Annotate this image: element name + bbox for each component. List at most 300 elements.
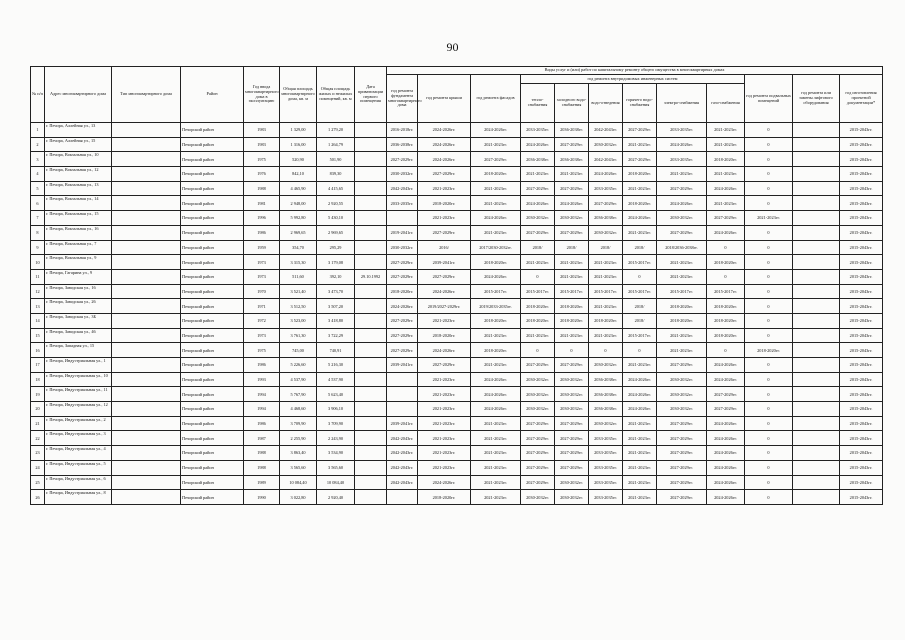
cell-privatization-date (355, 313, 387, 328)
cell-basement-year: 0 (745, 196, 793, 211)
cell-basement-year: 0 (745, 358, 793, 373)
cell-roof-year: 2039-2041гг. (418, 255, 471, 270)
cell-elevator-year (793, 255, 840, 270)
cell-total-area: 2 969,65 (280, 225, 317, 240)
cell-foundation-year: 2030-2032гг. (387, 167, 418, 182)
row-number: 22 (31, 431, 45, 446)
cell-heat-year: 2030-2032гг. (521, 211, 555, 226)
cell-gas-year: 2024-2026гг. (707, 358, 745, 373)
cell-electricity-year: 2024-2026гг. (657, 196, 707, 211)
header-services-group: Виды услуг и (или) работ по капитальному ремонту общего имущества в многоквартирных домах (387, 67, 883, 75)
cell-facade-year: 2021-2023гг. (471, 181, 521, 196)
cell-drainage-year: 2018-2020гг. (589, 313, 623, 328)
cell-hot-water-year: 2018-2020гг. (623, 167, 657, 182)
row-number: 23 (31, 446, 45, 461)
cell-hot-water-year: 2024-2026гг. (623, 372, 657, 387)
cell-foundation-year (387, 490, 418, 505)
cell-total-area: 4 468,60 (280, 402, 317, 417)
cell-year-built: 1976 (244, 167, 280, 182)
cell-basement-year: 0 (745, 299, 793, 314)
cell-type (112, 402, 181, 417)
cell-cold-water-year: 2021-2023гг. (555, 269, 589, 284)
cell-living-area: 5 430,10 (317, 211, 355, 226)
cell-basement-year: 2021-2023гг. (745, 211, 793, 226)
cell-foundation-year (387, 387, 418, 402)
cell-heat-year: 2027-2029гг. (521, 181, 555, 196)
cell-heat-year: 2027-2029гг. (521, 358, 555, 373)
cell-type (112, 181, 181, 196)
cell-facade-year: 2024-2026гг. (471, 372, 521, 387)
cell-address: г. Печора, Индустриальная ул., 6 (45, 475, 112, 490)
cell-living-area: 3 534,90 (317, 446, 355, 461)
header-elevator: год ремонта или замены лифтового оборудования (793, 75, 840, 123)
cell-basement-year: 0 (745, 225, 793, 240)
cell-heat-year: 2027-2029гг. (521, 460, 555, 475)
cell-roof-year: 2016/ (418, 240, 471, 255)
cell-facade-year: 2021-2023гг. (471, 490, 521, 505)
header-foundation: год ремонта фундамента многоквартирного дома (387, 75, 418, 123)
header-systems-group: год ремонта внутридомовых инженерных систем (521, 75, 745, 84)
cell-privatization-date (355, 123, 387, 138)
cell-facade-year: 2021-2023гг. (471, 358, 521, 373)
cell-drainage-year: 2042-2043гг. (589, 123, 623, 138)
table-row (31, 416, 883, 431)
cell-design-docs-year: 2015-2043гг. (840, 372, 883, 387)
cell-cold-water-year: 2027-2029гг. (555, 460, 589, 475)
cell-roof-year: 2024-2026гг. (418, 343, 471, 358)
cell-foundation-year: 2016-2018гг. (387, 123, 418, 138)
cell-cold-water-year: 2021-2023гг. (555, 328, 589, 343)
cell-hot-water-year: 2021-2023гг. (623, 416, 657, 431)
cell-hot-water-year: 2015-2017гг. (623, 284, 657, 299)
cell-living-area: 3 722,29 (317, 328, 355, 343)
cell-basement-year: 0 (745, 416, 793, 431)
cell-type (112, 387, 181, 402)
cell-heat-year: 2018-2020гг. (521, 313, 555, 328)
table-row (31, 137, 883, 152)
cell-design-docs-year: 2015-2043гг. (840, 490, 883, 505)
cell-heat-year: 2018-2020гг. (521, 299, 555, 314)
cell-electricity-year: 2021-2023гг. (657, 255, 707, 270)
cell-facade-year: 2024-2026гг. (471, 269, 521, 284)
cell-heat-year: 2024-2026гг. (521, 137, 555, 152)
cell-type (112, 196, 181, 211)
cell-living-area: 3 473,70 (317, 284, 355, 299)
cell-year-built: 1983 (244, 123, 280, 138)
cell-basement-year: 0 (745, 387, 793, 402)
cell-year-built: 1983 (244, 137, 280, 152)
cell-total-area: 3 512,50 (280, 299, 317, 314)
header-electricity: электро-снабжения (657, 84, 707, 123)
cell-gas-year: 2024-2026гг. (707, 372, 745, 387)
cell-foundation-year: 2036-2038гг. (387, 137, 418, 152)
cell-privatization-date (355, 460, 387, 475)
cell-drainage-year: 2030-2032гг. (589, 225, 623, 240)
header-design-docs: год изготовления проектной документации* (840, 75, 883, 123)
cell-gas-year: 2024-2026гг. (707, 416, 745, 431)
cell-roof-year: 2018-2020гг. (418, 196, 471, 211)
cell-cold-water-year: 2024-2026гг. (555, 196, 589, 211)
cell-district: Печорский район (181, 284, 244, 299)
cell-total-area: 4 465,90 (280, 181, 317, 196)
table-row (31, 255, 883, 270)
cell-hot-water-year: 2021-2023гг. (623, 137, 657, 152)
cell-roof-year: 2021-2023гг. (418, 460, 471, 475)
cell-district: Печорский район (181, 167, 244, 182)
cell-living-area: 2 243,90 (317, 431, 355, 446)
cell-roof-year: 2027-2029гг. (418, 167, 471, 182)
cell-heat-year: 0 (521, 343, 555, 358)
cell-facade-year: 2021-2023гг. (471, 328, 521, 343)
cell-hot-water-year: 2018/ (623, 313, 657, 328)
cell-district: Печорский район (181, 402, 244, 417)
cell-living-area: 740,91 (317, 343, 355, 358)
cell-foundation-year: 2027-2029гг. (387, 255, 418, 270)
cell-basement-year: 0 (745, 490, 793, 505)
cell-living-area: 5 216,30 (317, 358, 355, 373)
cell-address: г. Печора, Индустриальная ул., 3 (45, 431, 112, 446)
cell-heat-year: 2027-2029гг. (521, 475, 555, 490)
cell-year-built: 1996 (244, 211, 280, 226)
header-privatization: Дата приватизации первого помещения (355, 67, 387, 123)
cell-total-area: 3 565,60 (280, 460, 317, 475)
cell-district: Печорский район (181, 328, 244, 343)
cell-heat-year: 2027-2029гг. (521, 446, 555, 461)
cell-type (112, 284, 181, 299)
cell-roof-year: 2027-2029гг. (418, 225, 471, 240)
cell-electricity-year: 2024-2026гг. (657, 137, 707, 152)
table-row (31, 152, 883, 167)
cell-roof-year: 2021-2023гг. (418, 446, 471, 461)
cell-cold-water-year: 2021-2023гг. (555, 255, 589, 270)
cell-elevator-year (793, 313, 840, 328)
cell-living-area: 295,29 (317, 240, 355, 255)
cell-heat-year: 2015-2017гг. (521, 284, 555, 299)
table-row (31, 490, 883, 505)
cell-drainage-year: 2030-2032гг. (589, 358, 623, 373)
cell-cold-water-year: 2027-2029гг. (555, 446, 589, 461)
cell-design-docs-year: 2015-2043гг. (840, 313, 883, 328)
cell-hot-water-year: 2024-2026гг. (623, 211, 657, 226)
cell-total-area: 3 761,30 (280, 328, 317, 343)
cell-electricity-year: 2027-2029гг. (657, 181, 707, 196)
cell-total-area: 1 316,00 (280, 137, 317, 152)
cell-privatization-date (355, 475, 387, 490)
cell-type (112, 328, 181, 343)
cell-heat-year: 2036-2038гг. (521, 152, 555, 167)
cell-foundation-year (387, 211, 418, 226)
cell-design-docs-year: 2015-2043гг. (840, 446, 883, 461)
cell-elevator-year (793, 446, 840, 461)
header-num: № п/п (31, 67, 45, 123)
cell-gas-year: 0 (707, 343, 745, 358)
cell-privatization-date (355, 211, 387, 226)
cell-hot-water-year: 2015-2017гг. (623, 328, 657, 343)
cell-facade-year: 2019/2033-2035гг. (471, 299, 521, 314)
cell-year-built: 1975 (244, 152, 280, 167)
cell-privatization-date: 29.10.1992 (355, 269, 387, 284)
cell-gas-year: 2024-2026гг. (707, 460, 745, 475)
cell-gas-year: 2021-2023гг. (707, 167, 745, 182)
cell-roof-year: 2024-2026гг. (418, 137, 471, 152)
cell-privatization-date (355, 181, 387, 196)
cell-hot-water-year: 2021-2023гг. (623, 431, 657, 446)
cell-foundation-year: 2042-2043гг. (387, 181, 418, 196)
cell-heat-year: 2030-2032гг. (521, 402, 555, 417)
row-number: 24 (31, 460, 45, 475)
cell-district: Печорский район (181, 240, 244, 255)
cell-elevator-year (793, 343, 840, 358)
cell-cold-water-year: 2027-2029гг. (555, 225, 589, 240)
table-row (31, 284, 883, 299)
cell-living-area: 1 279,20 (317, 123, 355, 138)
cell-type (112, 313, 181, 328)
cell-district: Печорский район (181, 181, 244, 196)
cell-design-docs-year: 2015-2043гг. (840, 416, 883, 431)
cell-total-area: 3 022,80 (280, 490, 317, 505)
cell-roof-year: 2021-2023гг. (418, 181, 471, 196)
cell-design-docs-year: 2015-2043гг. (840, 137, 883, 152)
table-row (31, 269, 883, 284)
cell-hot-water-year: 2021-2023гг. (623, 225, 657, 240)
cell-facade-year: 2021-2023гг. (471, 431, 521, 446)
cell-facade-year: 2018-2020гг. (471, 167, 521, 182)
cell-roof-year: 2019/2027-2029гг. (418, 299, 471, 314)
cell-design-docs-year: 2015-2043гг. (840, 181, 883, 196)
cell-heat-year: 2021-2023гг. (521, 328, 555, 343)
cell-year-built: 1987 (244, 431, 280, 446)
cell-drainage-year: 2033-2035гг. (589, 475, 623, 490)
cell-foundation-year (387, 402, 418, 417)
cell-address: г. Печора, Заводская ул., 3Б (45, 313, 112, 328)
cell-basement-year: 0 (745, 402, 793, 417)
cell-electricity-year: 2021-2023гг. (657, 167, 707, 182)
cell-address: г. Печора, Заводская ул., 26 (45, 299, 112, 314)
cell-foundation-year: 2027-2029гг. (387, 269, 418, 284)
cell-district: Печорский район (181, 431, 244, 446)
cell-year-built: 1973 (244, 328, 280, 343)
cell-electricity-year: 2027-2029гг. (657, 225, 707, 240)
cell-cold-water-year: 2018-2020гг. (555, 299, 589, 314)
table-row (31, 313, 883, 328)
cell-electricity-year: 2018-2020гг. (657, 299, 707, 314)
cell-roof-year: 2027-2029гг. (418, 269, 471, 284)
cell-roof-year: 2024-2026гг. (418, 152, 471, 167)
cell-electricity-year: 2021-2023гг. (657, 343, 707, 358)
cell-privatization-date (355, 372, 387, 387)
cell-type (112, 167, 181, 182)
cell-elevator-year (793, 460, 840, 475)
cell-drainage-year: 2015-2017гг. (589, 284, 623, 299)
cell-electricity-year: 2030-2032гг. (657, 387, 707, 402)
cell-privatization-date (355, 431, 387, 446)
cell-basement-year: 0 (745, 284, 793, 299)
cell-design-docs-year: 2015-2043гг. (840, 387, 883, 402)
cell-drainage-year: 2030-2032гг. (589, 137, 623, 152)
cell-address: г. Печора, Аллейная ул., 15 (45, 137, 112, 152)
header-total-area: Общая площадь многоквартирного дома, кв. м (280, 67, 317, 123)
cell-drainage-year: 2024-2026гг. (589, 167, 623, 182)
cell-gas-year: 2027-2029гг. (707, 402, 745, 417)
cell-drainage-year: 2033-2035гг. (589, 490, 623, 505)
cell-living-area: 2 969,65 (317, 225, 355, 240)
cell-year-built: 1989 (244, 475, 280, 490)
cell-gas-year: 2018-2020гг. (707, 152, 745, 167)
cell-district: Печорский район (181, 152, 244, 167)
cell-living-area: 5 623,40 (317, 387, 355, 402)
cell-drainage-year: 2036-2038гг. (589, 402, 623, 417)
cell-type (112, 240, 181, 255)
cell-drainage-year: 2036-2038гг. (589, 387, 623, 402)
cell-electricity-year: 2027-2029гг. (657, 490, 707, 505)
row-number: 20 (31, 402, 45, 417)
cell-roof-year: 2024-2026гг. (418, 475, 471, 490)
cell-cold-water-year: 2027-2029гг. (555, 181, 589, 196)
cell-facade-year: 2021-2023гг. (471, 196, 521, 211)
cell-foundation-year: 2027-2029гг. (387, 152, 418, 167)
cell-year-built: 1975 (244, 343, 280, 358)
header-year-built: Год ввода многоквартирного дома в эксплуатацию (244, 67, 280, 123)
cell-basement-year: 0 (745, 446, 793, 461)
cell-gas-year: 2024-2026гг. (707, 446, 745, 461)
row-number: 6 (31, 196, 45, 211)
cell-address: г. Печора, Индустриальная ул., 4 (45, 446, 112, 461)
cell-hot-water-year: 2027-2029гг. (623, 123, 657, 138)
cell-cold-water-year: 2036-2038гг. (555, 152, 589, 167)
cell-hot-water-year: 2021-2023гг. (623, 475, 657, 490)
cell-hot-water-year: 2024-2026гг. (623, 387, 657, 402)
cell-elevator-year (793, 225, 840, 240)
cell-privatization-date (355, 416, 387, 431)
table-row (31, 196, 883, 211)
cell-living-area: 1 264,79 (317, 137, 355, 152)
cell-roof-year: 2021-2023гг. (418, 372, 471, 387)
cell-gas-year: 2024-2026гг. (707, 431, 745, 446)
cell-privatization-date (355, 167, 387, 182)
cell-total-area: 1 329,00 (280, 123, 317, 138)
cell-district: Печорский район (181, 475, 244, 490)
cell-total-area: 354,70 (280, 240, 317, 255)
table-row (31, 225, 883, 240)
cell-address: г. Печора, Заводская ул., 16 (45, 284, 112, 299)
cell-living-area: 3 179,08 (317, 255, 355, 270)
cell-electricity-year: 2033-2035гг. (657, 152, 707, 167)
cell-year-built: 1970 (244, 284, 280, 299)
cell-design-docs-year: 2015-2043гг. (840, 460, 883, 475)
cell-address: г. Печора, Аллейная ул., 13 (45, 123, 112, 138)
cell-total-area: 2 255,90 (280, 431, 317, 446)
row-number: 18 (31, 372, 45, 387)
cell-cold-water-year: 2030-2032гг. (555, 387, 589, 402)
cell-gas-year: 2027-2029гг. (707, 387, 745, 402)
cell-basement-year: 0 (745, 328, 793, 343)
cell-living-area: 3 906,10 (317, 402, 355, 417)
cell-gas-year: 2018-2020гг. (707, 328, 745, 343)
cell-cold-water-year: 2036-2038гг. (555, 123, 589, 138)
cell-type (112, 358, 181, 373)
cell-gas-year: 0 (707, 269, 745, 284)
cell-drainage-year: 2042-2043гг. (589, 152, 623, 167)
cell-design-docs-year: 2015-2043гг. (840, 358, 883, 373)
cell-address: г. Печора, Вокзальная ул., 9 (45, 255, 112, 270)
table-row (31, 446, 883, 461)
cell-hot-water-year: 2021-2023гг. (623, 490, 657, 505)
cell-address: г. Печора, Вокзальная ул., 12 (45, 167, 112, 182)
cell-foundation-year: 2030-2032гг. (387, 240, 418, 255)
row-number: 12 (31, 284, 45, 299)
table-row (31, 211, 883, 226)
cell-hot-water-year: 2027-2029гг. (623, 152, 657, 167)
cell-basement-year: 0 (745, 313, 793, 328)
cell-total-area: 3 523,00 (280, 313, 317, 328)
cell-electricity-year: 2015-2017гг. (657, 284, 707, 299)
cell-gas-year: 2015-2017гг. (707, 284, 745, 299)
cell-year-built: 1986 (244, 416, 280, 431)
cell-facade-year: 2021-2023гг. (471, 446, 521, 461)
row-number: 16 (31, 343, 45, 358)
cell-facade-year: 2021-2023гг. (471, 225, 521, 240)
cell-year-built: 1972 (244, 313, 280, 328)
cell-hot-water-year: 0 (623, 269, 657, 284)
cell-basement-year: 0 (745, 269, 793, 284)
cell-cold-water-year: 2018-2020гг. (555, 313, 589, 328)
cell-address: г. Печора, Западная ул., 15 (45, 343, 112, 358)
capital-repair-table (30, 66, 883, 505)
cell-privatization-date (355, 240, 387, 255)
row-number: 17 (31, 358, 45, 373)
header-hot-water: горячего водо-снабжения (623, 84, 657, 123)
cell-type (112, 446, 181, 461)
cell-total-area: 3 863,40 (280, 446, 317, 461)
cell-total-area: 520,90 (280, 152, 317, 167)
cell-drainage-year: 2036-2038гг. (589, 211, 623, 226)
cell-total-area: 2 948,00 (280, 196, 317, 211)
row-number: 26 (31, 490, 45, 505)
cell-privatization-date (355, 284, 387, 299)
cell-gas-year: 2024-2026гг. (707, 490, 745, 505)
cell-design-docs-year: 2015-2043гг. (840, 431, 883, 446)
cell-hot-water-year: 2021-2023гг. (623, 460, 657, 475)
cell-living-area: 839,30 (317, 167, 355, 182)
cell-address: г. Печора, Индустриальная ул., 12 (45, 402, 112, 417)
header-type: Тип многоквартирного дома (112, 67, 181, 123)
cell-roof-year: 2024-2026гг. (418, 123, 471, 138)
cell-total-area: 842,10 (280, 167, 317, 182)
cell-privatization-date (355, 358, 387, 373)
cell-total-area: 3 709,90 (280, 416, 317, 431)
cell-basement-year: 0 (745, 372, 793, 387)
cell-district: Печорский район (181, 490, 244, 505)
row-number: 1 (31, 123, 45, 138)
cell-cold-water-year: 2030-2032гг. (555, 372, 589, 387)
cell-year-built: 1986 (244, 225, 280, 240)
cell-basement-year: 0 (745, 137, 793, 152)
table-row (31, 387, 883, 402)
cell-foundation-year: 2039-2041гг. (387, 358, 418, 373)
row-number: 10 (31, 255, 45, 270)
header-living-area: Общая площадь жилых и нежилых помещений, кв. м (317, 67, 355, 123)
cell-type (112, 211, 181, 226)
cell-year-built: 1988 (244, 446, 280, 461)
cell-elevator-year (793, 416, 840, 431)
cell-year-built: 1990 (244, 490, 280, 505)
cell-address: г. Печора, Вокзальная ул., 14 (45, 196, 112, 211)
cell-facade-year: 2024-2026гг. (471, 211, 521, 226)
cell-elevator-year (793, 167, 840, 182)
cell-electricity-year: 2018/2036-2038гг. (657, 240, 707, 255)
cell-basement-year: 0 (745, 123, 793, 138)
cell-facade-year: 2015-2017гг. (471, 284, 521, 299)
